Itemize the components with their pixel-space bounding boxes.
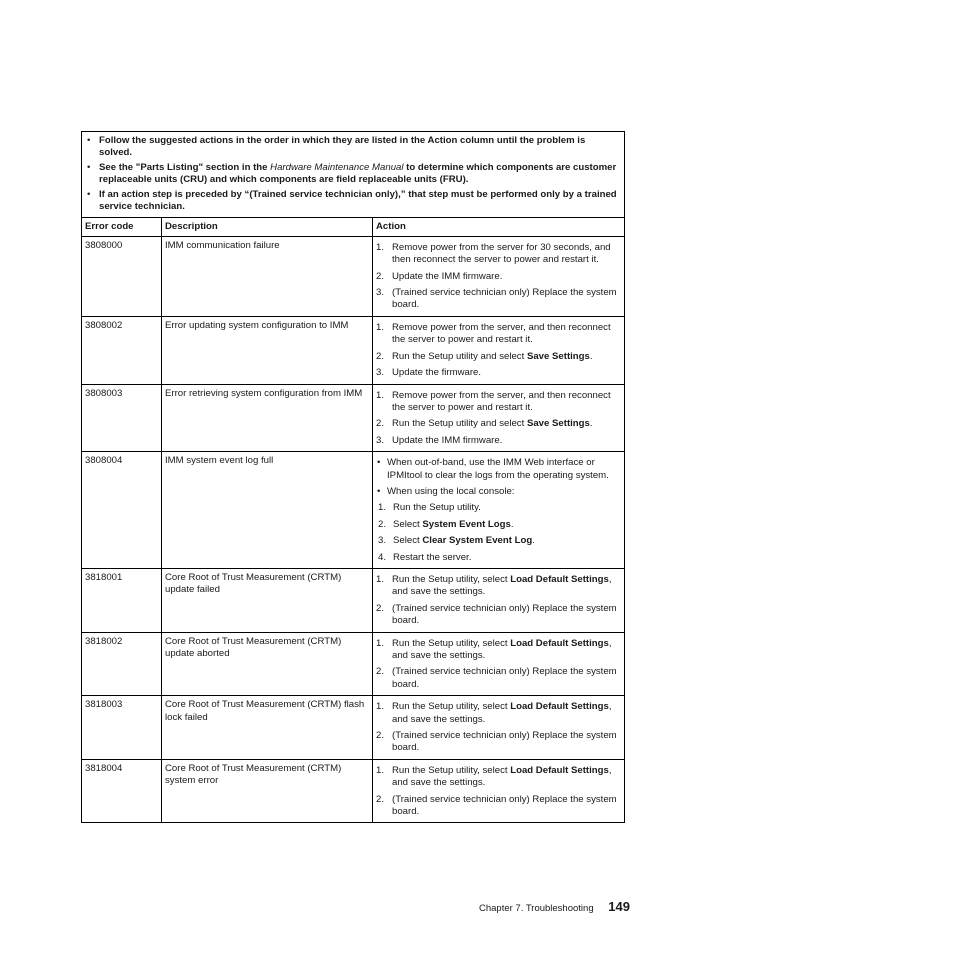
step-text <box>393 552 471 563</box>
step-number: 2. <box>376 793 385 805</box>
bullet-text <box>387 486 514 497</box>
bold-term: Load Default Settings <box>510 764 609 776</box>
note-text: Follow the suggested actions in the order in which they are listed in the Action column until the problem is solved. <box>99 135 586 159</box>
text-run: , and save the settings. <box>392 573 612 598</box>
action-step <box>376 765 620 790</box>
table-row <box>82 568 625 632</box>
note-item <box>85 189 620 214</box>
step-number: 2. <box>376 666 385 678</box>
action-step <box>376 351 620 363</box>
bold-term: System Event Logs <box>422 518 511 530</box>
step-text <box>392 730 617 753</box>
table-row <box>82 696 625 760</box>
action-step <box>376 701 620 726</box>
step-text <box>392 418 593 429</box>
action-cell <box>373 384 625 452</box>
note-text: See the "Parts Listing" section in the <box>99 161 271 173</box>
error-code-cell: 3808000 <box>82 236 162 316</box>
page-number: 149 <box>608 899 630 914</box>
text-run: Select <box>393 518 423 530</box>
text-run: (Trained service technician only) Replace the system board. <box>392 287 617 311</box>
step-number: 2. <box>376 418 385 430</box>
step-text <box>392 322 611 345</box>
action-cell <box>373 452 625 569</box>
step-text <box>392 242 611 265</box>
step-number: 1. <box>376 321 385 333</box>
action-step <box>376 574 620 599</box>
step-number: 2. <box>376 602 385 614</box>
description-cell: IMM system event log full <box>162 452 373 569</box>
step-text <box>392 666 617 689</box>
bold-term: Load Default Settings <box>510 701 609 713</box>
text-run: When out-of-band, use the IMM Web interface or IPMItool to clear the logs from the operating system. <box>387 457 609 481</box>
table-row <box>82 316 625 384</box>
footer-chapter: Chapter 7. Troubleshooting <box>479 903 594 914</box>
text-run: (Trained service technician only) Replace the system board. <box>392 666 617 690</box>
error-code-cell: 3818004 <box>82 759 162 823</box>
action-step <box>376 638 620 663</box>
text-run: Remove power from the server for 30 seconds, and then reconnect the server to power and restart it. <box>392 241 611 266</box>
sub-step <box>376 519 609 531</box>
step-number: 3. <box>378 535 387 547</box>
action-step <box>376 603 620 628</box>
action-bullets <box>376 457 620 564</box>
header-row <box>82 218 625 236</box>
note-text: If an action step is preceded by “(Trained service technician only),” that step must be performed only by a trained service technician. <box>99 188 617 213</box>
action-step <box>376 418 620 430</box>
step-number: 2. <box>376 730 385 742</box>
step-number: 3. <box>376 367 385 379</box>
action-step <box>376 322 620 347</box>
table-row <box>82 632 625 696</box>
bullet-icon: • <box>377 485 381 497</box>
error-code-cell: 3818002 <box>82 632 162 696</box>
step-text <box>393 502 481 513</box>
step-number: 1. <box>376 573 385 585</box>
manual-title: Hardware Maintenance Manual <box>270 161 404 173</box>
action-steps <box>376 638 620 692</box>
action-steps <box>376 390 620 448</box>
step-text <box>392 271 502 282</box>
text-run: Update the IMM firmware. <box>392 434 503 446</box>
text-run: , and save the settings. <box>392 701 612 725</box>
note-text: to determine which components are customer replaceable units (CRU) and which components are field replaceable units (FRU). <box>99 161 617 186</box>
text-run: , and save the settings. <box>392 637 612 661</box>
action-steps <box>376 701 620 755</box>
step-text <box>393 535 535 546</box>
description-cell: Core Root of Trust Measurement (CRTM) update failed <box>162 568 373 632</box>
step-text <box>392 638 612 661</box>
text-run: , and save the settings. <box>392 764 612 789</box>
bold-term: Save Settings <box>526 418 590 430</box>
step-number: 1. <box>376 701 385 713</box>
text-run: (Trained service technician only) Replace the system board. <box>392 602 617 627</box>
bullet-icon: • <box>377 457 381 469</box>
step-number: 1. <box>376 389 385 401</box>
step-number: 4. <box>378 551 387 563</box>
sub-steps <box>378 502 620 564</box>
step-number: 2. <box>376 350 385 362</box>
action-step <box>376 242 620 267</box>
step-text <box>392 603 617 626</box>
text-run: Run the Setup utility, select <box>392 764 511 776</box>
page-footer <box>479 899 630 914</box>
notes-list <box>85 135 620 213</box>
error-code-cell: 3818003 <box>82 696 162 760</box>
text-run: . <box>532 535 535 547</box>
note-item <box>85 135 620 160</box>
notes-row <box>82 132 625 218</box>
text-run: When using the local console: <box>387 485 515 497</box>
step-text <box>392 390 611 413</box>
error-code-cell: 3818001 <box>82 568 162 632</box>
action-cell <box>373 568 625 632</box>
text-run: Update the IMM firmware. <box>392 270 503 282</box>
text-run: Run the Setup utility and select <box>392 418 527 430</box>
step-number: 2. <box>378 518 387 530</box>
header-description: Description <box>162 218 373 236</box>
description-cell: Core Root of Trust Measurement (CRTM) system error <box>162 759 373 823</box>
error-code-cell: 3808002 <box>82 316 162 384</box>
step-text <box>392 367 481 378</box>
step-number: 1. <box>376 241 385 253</box>
bullet-text <box>387 457 609 480</box>
bold-term: Clear System Event Log <box>422 535 533 547</box>
bold-term: Load Default Settings <box>510 573 609 585</box>
bold-term: Save Settings <box>526 350 590 362</box>
action-step <box>376 287 620 312</box>
action-bullet <box>376 457 620 482</box>
bold-term: Load Default Settings <box>510 637 609 649</box>
sub-step <box>376 502 609 514</box>
text-run: Remove power from the server, and then reconnect the server to power and restart it. <box>392 389 611 413</box>
step-text <box>392 574 612 597</box>
sub-step <box>376 535 609 547</box>
step-number: 2. <box>376 270 385 282</box>
step-number: 3. <box>376 434 385 446</box>
text-run: Update the firmware. <box>392 367 482 379</box>
action-step <box>376 435 620 447</box>
step-text <box>392 794 617 817</box>
description-cell: Error updating system configuration to IMM <box>162 316 373 384</box>
note-item <box>85 162 620 187</box>
text-run: Run the Setup utility and select <box>392 350 527 362</box>
step-text <box>392 351 593 362</box>
action-step <box>376 794 620 819</box>
step-number: 3. <box>376 287 385 299</box>
action-step <box>376 271 620 283</box>
text-run: Run the Setup utility. <box>393 502 481 514</box>
description-cell: Core Root of Trust Measurement (CRTM) flash lock failed <box>162 696 373 760</box>
action-steps <box>376 242 620 312</box>
table-row <box>82 236 625 316</box>
action-step <box>376 367 620 379</box>
action-steps <box>376 574 620 628</box>
action-bullet <box>376 486 620 564</box>
action-cell <box>373 316 625 384</box>
text-run: Run the Setup utility, select <box>392 637 511 649</box>
step-number: 1. <box>378 502 387 514</box>
action-steps <box>376 765 620 819</box>
action-cell <box>373 632 625 696</box>
text-run: Run the Setup utility, select <box>392 701 511 713</box>
description-cell: IMM communication failure <box>162 236 373 316</box>
text-run: Select <box>393 535 423 547</box>
step-text <box>393 519 514 530</box>
description-cell: Core Root of Trust Measurement (CRTM) update aborted <box>162 632 373 696</box>
step-text <box>392 701 612 724</box>
text-run: (Trained service technician only) Replace the system board. <box>392 793 617 818</box>
action-steps <box>376 322 620 380</box>
table-row <box>82 759 625 823</box>
header-action: Action <box>373 218 625 236</box>
text-run: Run the Setup utility, select <box>392 573 511 585</box>
step-number: 1. <box>376 637 385 649</box>
error-code-table <box>81 131 625 823</box>
action-cell <box>373 759 625 823</box>
error-code-cell: 3808003 <box>82 384 162 452</box>
action-cell <box>373 236 625 316</box>
notes-cell <box>82 132 625 218</box>
step-number: 1. <box>376 764 385 776</box>
action-step <box>376 390 620 415</box>
text-run: . <box>589 418 593 430</box>
description-cell: Error retrieving system configuration from IMM <box>162 384 373 452</box>
text-run: . <box>589 350 593 362</box>
step-text <box>392 765 612 788</box>
text-run: Remove power from the server, and then reconnect the server to power and restart it. <box>392 321 611 346</box>
table-row <box>82 384 625 452</box>
text-run: (Trained service technician only) Replace the system board. <box>392 730 617 754</box>
action-cell <box>373 696 625 760</box>
step-text <box>392 287 617 310</box>
sub-step <box>376 552 609 564</box>
text-run: Restart the server. <box>393 551 472 563</box>
action-step <box>376 730 620 755</box>
step-text <box>392 435 502 446</box>
text-run: . <box>510 518 514 530</box>
error-code-cell: 3808004 <box>82 452 162 569</box>
header-error-code: Error code <box>82 218 162 236</box>
table-body <box>82 132 625 823</box>
table-row <box>82 452 625 569</box>
action-step <box>376 666 620 691</box>
